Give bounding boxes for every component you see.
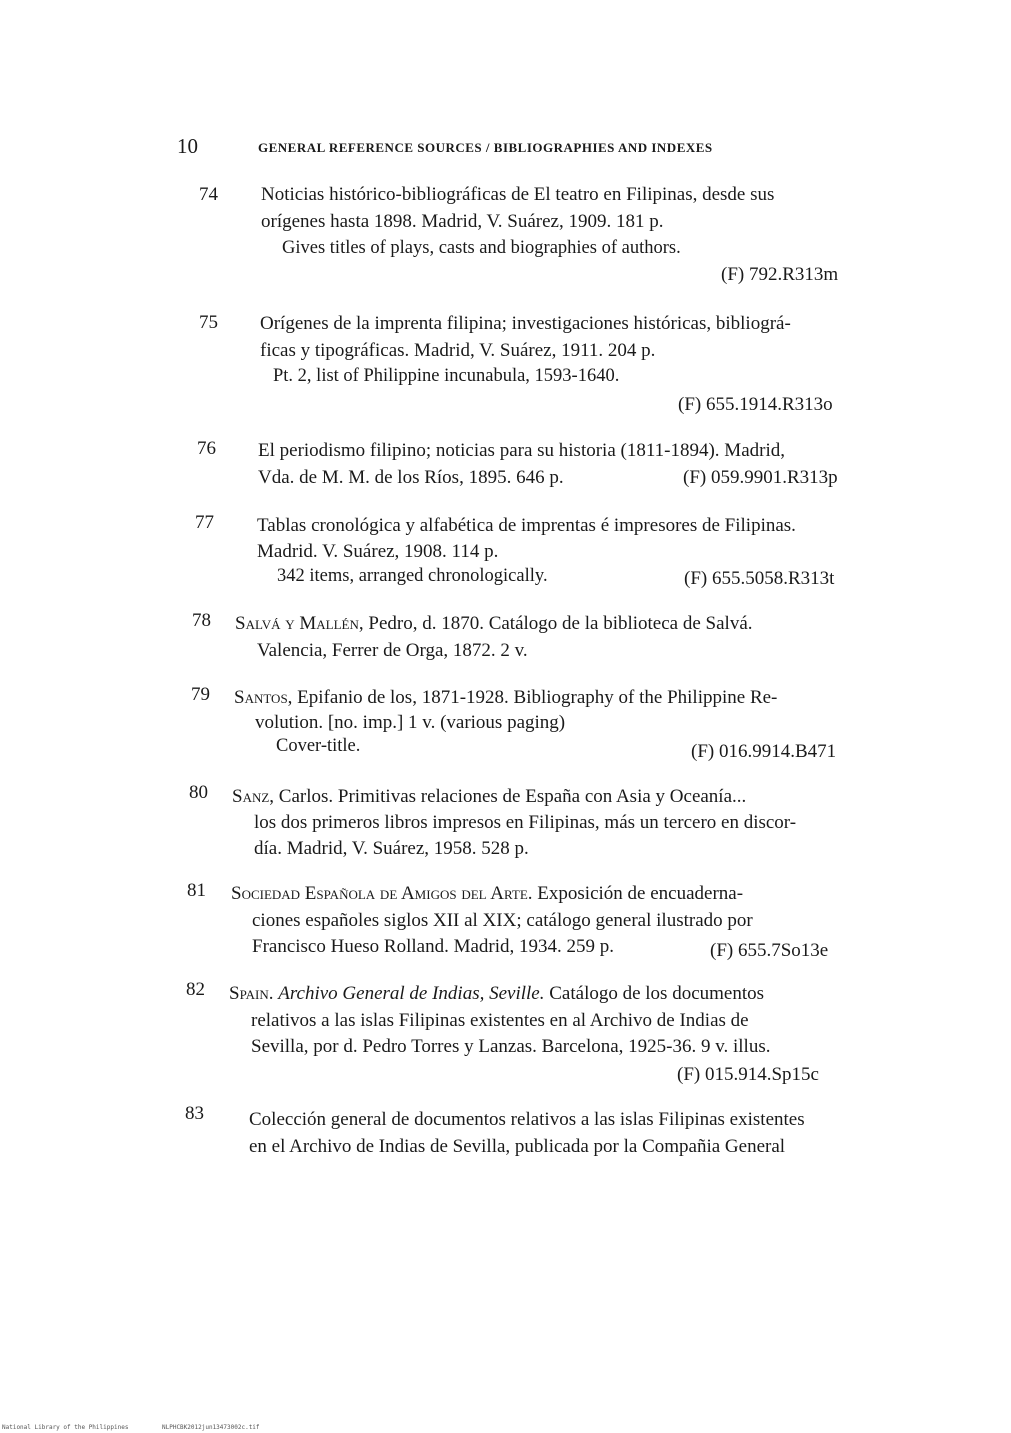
running-head: GENERAL REFERENCE SOURCES / BIBLIOGRAPHIES AND INDEXES bbox=[258, 140, 713, 155]
entry-line: Sevilla, por d. Pedro Torres y Lanzas. Barcelona, 1925-36. 9 v. illus. bbox=[251, 1036, 771, 1057]
entry-line bbox=[231, 883, 743, 905]
entry-line bbox=[234, 687, 777, 709]
entry-line: volution. [no. imp.] 1 v. (various paging) bbox=[255, 712, 566, 733]
call-number: (F) 655.7So13e bbox=[710, 940, 829, 961]
entry-author: Santos, bbox=[234, 687, 293, 708]
entry-line: ciones españoles siglos XII al XIX; catálogo general ilustrado por bbox=[252, 910, 753, 931]
entry-italic: Archivo General de Indias, Seville. bbox=[278, 983, 545, 1004]
entry-line: orígenes hasta 1898. Madrid, V. Suárez, 1909. 181 p. bbox=[261, 211, 664, 232]
entry-number: 76 bbox=[197, 438, 216, 459]
entry-line: Vda. de M. M. de los Ríos, 1895. 646 p. bbox=[258, 467, 564, 488]
entry-line: Tablas cronológica y alfabética de imprentas é impresores de Filipinas. bbox=[257, 515, 796, 536]
entry-line: Madrid. V. Suárez, 1908. 114 p. bbox=[257, 541, 499, 562]
entry-number: 80 bbox=[189, 782, 208, 803]
entry-number: 75 bbox=[199, 312, 218, 333]
call-number: (F) 059.9901.R313p bbox=[683, 467, 838, 488]
entry-number: 79 bbox=[191, 684, 210, 705]
entry-author: Spain. bbox=[229, 983, 274, 1004]
entry-line: los dos primeros libros impresos en Filipinas, más un tercero en discor- bbox=[254, 812, 797, 833]
entry-line: ficas y tipográficas. Madrid, V. Suárez, 1911. 204 p. bbox=[260, 340, 656, 361]
entry-annotation: Pt. 2, list of Philippine incunabula, 1593-1640. bbox=[273, 366, 620, 386]
entry-line: relativos a las islas Filipinas existentes en al Archivo de Indias de bbox=[251, 1010, 749, 1031]
entry-author: Sanz, bbox=[232, 786, 275, 807]
footer-source: National Library of the Philippines bbox=[2, 1424, 129, 1431]
page-number: 10 bbox=[177, 134, 198, 158]
entry-annotation: Cover-title. bbox=[276, 736, 361, 756]
entry-line bbox=[235, 613, 753, 635]
entry-line bbox=[232, 786, 746, 808]
entry-number: 78 bbox=[192, 610, 211, 631]
entry-annotation: 342 items, arranged chronologically. bbox=[277, 566, 548, 586]
entry-line: Valencia, Ferrer de Orga, 1872. 2 v. bbox=[257, 640, 528, 661]
entry-text: Exposición de encuaderna- bbox=[532, 883, 744, 904]
entry-line bbox=[229, 983, 764, 1005]
call-number: (F) 655.1914.R313o bbox=[678, 394, 833, 415]
entry-number: 81 bbox=[187, 880, 206, 901]
call-number: (F) 655.5058.R313t bbox=[684, 568, 835, 589]
entry-line: El periodismo filipino; noticias para su historia (1811-1894). Madrid, bbox=[258, 440, 785, 461]
entry-text: Carlos. Primitivas relaciones de España con Asia y Oceanía... bbox=[274, 786, 747, 807]
entry-number: 82 bbox=[186, 979, 205, 1000]
entry-line: en el Archivo de Indias de Sevilla, publicada por la Compañia General bbox=[249, 1136, 786, 1157]
entry-line: Orígenes de la imprenta filipina; investigaciones históricas, bibliográ- bbox=[260, 313, 791, 334]
entry-text: Pedro, d. 1870. Catálogo de la biblioteca de Salvá. bbox=[363, 613, 753, 634]
footer-filename: NLPHCBK2012jun13473002c.tif bbox=[162, 1424, 260, 1431]
entry-text: Catálogo de los documentos bbox=[544, 983, 765, 1004]
entry-text: Epifanio de los, 1871-1928. Bibliography of the Philippine Re- bbox=[292, 687, 778, 708]
entry-line: Colección general de documentos relativos a las islas Filipinas existentes bbox=[249, 1109, 805, 1130]
entry-line: Noticias histórico-bibliográficas de El teatro en Filipinas, desde sus bbox=[261, 184, 775, 205]
entry-annotation: Gives titles of plays, casts and biographies of authors. bbox=[282, 238, 681, 258]
entry-author: Sociedad Española de Amigos del Arte. bbox=[231, 883, 533, 904]
call-number: (F) 016.9914.B471 bbox=[691, 741, 837, 762]
entry-number: 77 bbox=[195, 512, 214, 533]
entry-author: Salvá y Mallén, bbox=[235, 613, 364, 634]
entry-line: día. Madrid, V. Suárez, 1958. 528 p. bbox=[254, 838, 529, 859]
entry-number: 74 bbox=[199, 184, 218, 205]
call-number: (F) 015.914.Sp15c bbox=[677, 1064, 819, 1085]
entry-line: Francisco Hueso Rolland. Madrid, 1934. 259 p. bbox=[252, 936, 615, 957]
call-number: (F) 792.R313m bbox=[721, 264, 839, 285]
entry-number: 83 bbox=[185, 1103, 204, 1124]
